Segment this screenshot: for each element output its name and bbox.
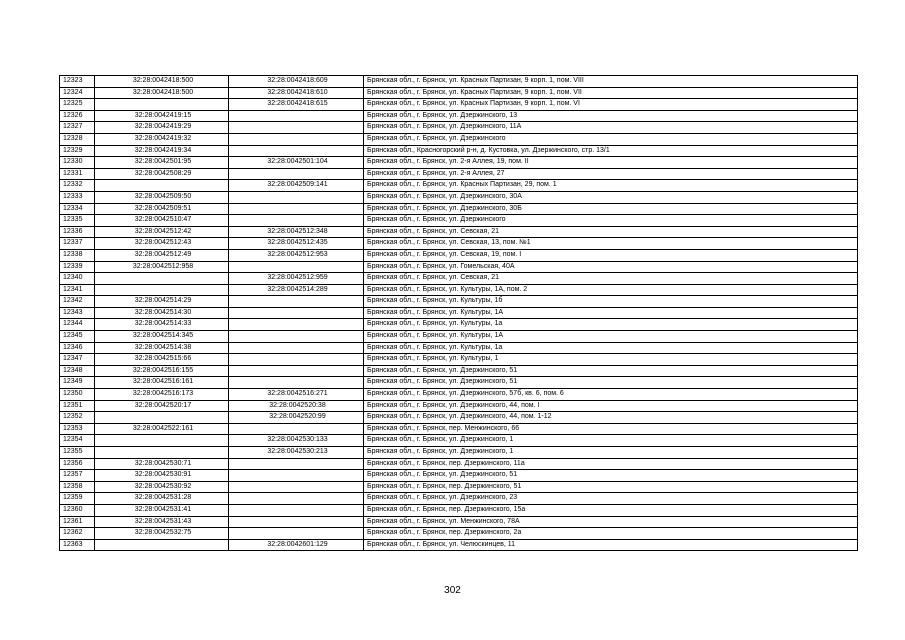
related-cadastral-number-cell: 32:28:0042520:99	[229, 412, 364, 424]
table-row	[60, 528, 858, 540]
cadastral-number-cell: 32:28:0042532:75	[95, 528, 229, 540]
cadastral-number-cell: 32:28:0042530:71	[95, 458, 229, 470]
cadastral-number-cell: 32:28:0042512:43	[95, 238, 229, 250]
related-cadastral-number-cell	[229, 203, 364, 215]
cadastral-number-cell: 32:28:0042520:17	[95, 400, 229, 412]
address-cell: Брянская обл., г. Брянск, ул. Дзержинского	[364, 133, 858, 145]
cadastral-number-cell: 32:28:0042516:173	[95, 389, 229, 401]
table-row	[60, 319, 858, 331]
cadastral-number-cell: 32:28:0042419:34	[95, 145, 229, 157]
address-cell: Брянская обл., г. Брянск, ул. Дзержинского, 23	[364, 493, 858, 505]
row-number-cell: 12341	[60, 284, 95, 296]
row-number-cell: 12323	[60, 76, 95, 88]
related-cadastral-number-cell	[229, 493, 364, 505]
row-number-cell: 12333	[60, 191, 95, 203]
cadastral-number-cell: 32:28:0042515:66	[95, 354, 229, 366]
cadastral-number-cell	[95, 180, 229, 192]
cadastral-number-cell: 32:28:0042530:92	[95, 481, 229, 493]
row-number-cell: 12324	[60, 87, 95, 99]
row-number-cell: 12353	[60, 423, 95, 435]
page-number: 302	[444, 585, 461, 596]
row-number-cell: 12334	[60, 203, 95, 215]
table-row	[60, 470, 858, 482]
cadastral-number-cell: 32:28:0042512:42	[95, 226, 229, 238]
address-cell: Брянская обл., г. Брянск, ул. Культуры, 1а	[364, 342, 858, 354]
related-cadastral-number-cell	[229, 516, 364, 528]
related-cadastral-number-cell	[229, 215, 364, 227]
related-cadastral-number-cell	[229, 331, 364, 343]
related-cadastral-number-cell	[229, 423, 364, 435]
address-cell: Брянская обл., г. Брянск, ул. Красных Партизан, 9 корп. 1, пом. VI	[364, 99, 858, 111]
related-cadastral-number-cell	[229, 133, 364, 145]
row-number-cell: 12339	[60, 261, 95, 273]
row-number-cell: 12351	[60, 400, 95, 412]
related-cadastral-number-cell	[229, 145, 364, 157]
address-cell: Брянская обл., г. Брянск, ул. Культуры, 1А	[364, 307, 858, 319]
address-cell: Брянская обл., г. Брянск, ул. Гомельская, 40А	[364, 261, 858, 273]
address-cell: Брянская обл., г. Брянск, ул. Севская, 21	[364, 273, 858, 285]
registry-table	[59, 75, 858, 551]
related-cadastral-number-cell: 32:28:0042512:953	[229, 249, 364, 261]
table-row	[60, 87, 858, 99]
address-cell: Брянская обл., г. Брянск, ул. Культуры, 1А, пом. 2	[364, 284, 858, 296]
address-cell: Брянская обл., г. Брянск, ул. Дзержинского, 13	[364, 110, 858, 122]
table-row	[60, 180, 858, 192]
cadastral-number-cell: 32:28:0042531:43	[95, 516, 229, 528]
table-row	[60, 226, 858, 238]
related-cadastral-number-cell	[229, 504, 364, 516]
row-number-cell: 12348	[60, 365, 95, 377]
table-row	[60, 145, 858, 157]
table-row	[60, 389, 858, 401]
row-number-cell: 12347	[60, 354, 95, 366]
table-row	[60, 377, 858, 389]
related-cadastral-number-cell	[229, 458, 364, 470]
table-row	[60, 296, 858, 308]
related-cadastral-number-cell: 32:28:0042512:435	[229, 238, 364, 250]
cadastral-number-cell: 32:28:0042531:41	[95, 504, 229, 516]
address-cell: Брянская обл., г. Брянск, ул. Севская, 21	[364, 226, 858, 238]
cadastral-number-cell	[95, 539, 229, 551]
address-cell: Брянская обл., г. Брянск, ул. Дзержинского, 51	[364, 365, 858, 377]
address-cell: Брянская обл., г. Брянск, ул. Дзержинского, 51	[364, 377, 858, 389]
table-row	[60, 481, 858, 493]
address-cell: Брянская обл., г. Брянск, ул. Дзержинского, 44, пом. I	[364, 400, 858, 412]
related-cadastral-number-cell	[229, 110, 364, 122]
cadastral-number-cell: 32:28:0042508:29	[95, 168, 229, 180]
address-cell: Брянская обл., г. Брянск, ул. Севская, 19, пом. I	[364, 249, 858, 261]
table-row	[60, 122, 858, 134]
table-row	[60, 273, 858, 285]
row-number-cell: 12340	[60, 273, 95, 285]
related-cadastral-number-cell	[229, 481, 364, 493]
cadastral-number-cell: 32:28:0042530:91	[95, 470, 229, 482]
row-number-cell: 12327	[60, 122, 95, 134]
address-cell: Брянская обл., г. Брянск, ул. Культуры, 1а	[364, 319, 858, 331]
table-row	[60, 168, 858, 180]
related-cadastral-number-cell	[229, 342, 364, 354]
row-number-cell: 12335	[60, 215, 95, 227]
row-number-cell: 12349	[60, 377, 95, 389]
table-row	[60, 539, 858, 551]
registry-table-body	[60, 76, 858, 551]
row-number-cell: 12357	[60, 470, 95, 482]
related-cadastral-number-cell	[229, 470, 364, 482]
row-number-cell: 12355	[60, 447, 95, 459]
row-number-cell: 12350	[60, 389, 95, 401]
table-row	[60, 493, 858, 505]
cadastral-number-cell: 32:28:0042516:161	[95, 377, 229, 389]
table-row	[60, 99, 858, 111]
related-cadastral-number-cell: 32:28:0042509:141	[229, 180, 364, 192]
address-cell: Брянская обл., г. Брянск, ул. Культуры, 1	[364, 354, 858, 366]
table-row	[60, 133, 858, 145]
related-cadastral-number-cell	[229, 168, 364, 180]
address-cell: Брянская обл., г. Брянск, ул. Челюскинцев, 11	[364, 539, 858, 551]
row-number-cell: 12362	[60, 528, 95, 540]
address-cell: Брянская обл., г. Брянск, ул. Менжинского, 78А	[364, 516, 858, 528]
address-cell: Брянская обл., г. Брянск, ул. Дзержинского, 30Б	[364, 203, 858, 215]
address-cell: Брянская обл., г. Брянск, ул. Дзержинского	[364, 215, 858, 227]
cadastral-number-cell: 32:28:0042512:958	[95, 261, 229, 273]
table-row	[60, 157, 858, 169]
cadastral-number-cell: 32:28:0042419:29	[95, 122, 229, 134]
related-cadastral-number-cell: 32:28:0042418:610	[229, 87, 364, 99]
related-cadastral-number-cell	[229, 528, 364, 540]
table-row	[60, 331, 858, 343]
address-cell: Брянская обл., г. Брянск, ул. Дзержинского, 30А	[364, 191, 858, 203]
table-row	[60, 203, 858, 215]
related-cadastral-number-cell	[229, 307, 364, 319]
table-row	[60, 447, 858, 459]
related-cadastral-number-cell	[229, 377, 364, 389]
cadastral-number-cell	[95, 435, 229, 447]
address-cell: Брянская обл., Красногорский р-н, д. Кустовка, ул. Дзержинского, стр. 13/1	[364, 145, 858, 157]
related-cadastral-number-cell: 32:28:0042418:609	[229, 76, 364, 88]
row-number-cell: 12361	[60, 516, 95, 528]
address-cell: Брянская обл., г. Брянск, ул. Культуры, 1б	[364, 296, 858, 308]
cadastral-number-cell: 32:28:0042514:33	[95, 319, 229, 331]
related-cadastral-number-cell: 32:28:0042514:289	[229, 284, 364, 296]
table-row	[60, 458, 858, 470]
cadastral-number-cell: 32:28:0042419:15	[95, 110, 229, 122]
address-cell: Брянская обл., г. Брянск, ул. Севская, 13, пом. №1	[364, 238, 858, 250]
cadastral-number-cell: 32:28:0042509:51	[95, 203, 229, 215]
row-number-cell: 12329	[60, 145, 95, 157]
cadastral-number-cell: 32:28:0042531:28	[95, 493, 229, 505]
cadastral-number-cell	[95, 284, 229, 296]
row-number-cell: 12336	[60, 226, 95, 238]
related-cadastral-number-cell	[229, 354, 364, 366]
address-cell: Брянская обл., г. Брянск, ул. Дзержинского, 1	[364, 447, 858, 459]
table-row	[60, 110, 858, 122]
address-cell: Брянская обл., г. Брянск, пер. Менжинского, 66	[364, 423, 858, 435]
row-number-cell: 12352	[60, 412, 95, 424]
row-number-cell: 12332	[60, 180, 95, 192]
cadastral-number-cell: 32:28:0042501:95	[95, 157, 229, 169]
table-row	[60, 435, 858, 447]
address-cell: Брянская обл., г. Брянск, пер. Дзержинского, 2а	[364, 528, 858, 540]
related-cadastral-number-cell	[229, 191, 364, 203]
address-cell: Брянская обл., г. Брянск, ул. Дзержинского, 11А	[364, 122, 858, 134]
row-number-cell: 12331	[60, 168, 95, 180]
row-number-cell: 12346	[60, 342, 95, 354]
related-cadastral-number-cell: 32:28:0042512:959	[229, 273, 364, 285]
row-number-cell: 12342	[60, 296, 95, 308]
row-number-cell: 12343	[60, 307, 95, 319]
table-row	[60, 238, 858, 250]
row-number-cell: 12326	[60, 110, 95, 122]
cadastral-number-cell: 32:28:0042418:500	[95, 76, 229, 88]
related-cadastral-number-cell: 32:28:0042501:104	[229, 157, 364, 169]
cadastral-number-cell: 32:28:0042419:32	[95, 133, 229, 145]
table-row	[60, 342, 858, 354]
cadastral-number-cell: 32:28:0042418:500	[95, 87, 229, 99]
address-cell: Брянская обл., г. Брянск, ул. Красных Партизан, 9 корп. 1, пом. VIII	[364, 76, 858, 88]
cadastral-number-cell: 32:28:0042514:29	[95, 296, 229, 308]
row-number-cell: 12358	[60, 481, 95, 493]
cadastral-number-cell: 32:28:0042516:155	[95, 365, 229, 377]
row-number-cell: 12344	[60, 319, 95, 331]
table-row	[60, 412, 858, 424]
row-number-cell: 12345	[60, 331, 95, 343]
table-row	[60, 284, 858, 296]
row-number-cell: 12337	[60, 238, 95, 250]
related-cadastral-number-cell: 32:28:0042520:38	[229, 400, 364, 412]
table-row	[60, 215, 858, 227]
related-cadastral-number-cell	[229, 296, 364, 308]
table-row	[60, 516, 858, 528]
related-cadastral-number-cell	[229, 261, 364, 273]
table-row	[60, 354, 858, 366]
related-cadastral-number-cell: 32:28:0042516:271	[229, 389, 364, 401]
table-row	[60, 504, 858, 516]
address-cell: Брянская обл., г. Брянск, ул. Культуры, 1А	[364, 331, 858, 343]
row-number-cell: 12363	[60, 539, 95, 551]
table-row	[60, 423, 858, 435]
row-number-cell: 12325	[60, 99, 95, 111]
related-cadastral-number-cell	[229, 319, 364, 331]
address-cell: Брянская обл., г. Брянск, ул. Дзержинского, 57б, кв. 6, пом. 6	[364, 389, 858, 401]
related-cadastral-number-cell: 32:28:0042418:615	[229, 99, 364, 111]
cadastral-number-cell	[95, 273, 229, 285]
cadastral-number-cell: 32:28:0042514:30	[95, 307, 229, 319]
row-number-cell: 12328	[60, 133, 95, 145]
table-row	[60, 307, 858, 319]
row-number-cell: 12354	[60, 435, 95, 447]
row-number-cell: 12359	[60, 493, 95, 505]
cadastral-number-cell: 32:28:0042509:50	[95, 191, 229, 203]
related-cadastral-number-cell: 32:28:0042512:348	[229, 226, 364, 238]
address-cell: Брянская обл., г. Брянск, пер. Дзержинского, 15а	[364, 504, 858, 516]
table-row	[60, 400, 858, 412]
row-number-cell: 12360	[60, 504, 95, 516]
row-number-cell: 12330	[60, 157, 95, 169]
cadastral-number-cell	[95, 412, 229, 424]
address-cell: Брянская обл., г. Брянск, пер. Дзержинского, 11а	[364, 458, 858, 470]
related-cadastral-number-cell: 32:28:0042601:129	[229, 539, 364, 551]
table-row	[60, 365, 858, 377]
table-row	[60, 76, 858, 88]
cadastral-number-cell	[95, 99, 229, 111]
cadastral-number-cell: 32:28:0042514:38	[95, 342, 229, 354]
related-cadastral-number-cell: 32:28:0042530:133	[229, 435, 364, 447]
cadastral-number-cell: 32:28:0042522:161	[95, 423, 229, 435]
address-cell: Брянская обл., г. Брянск, ул. Красных Партизан, 29, пом. 1	[364, 180, 858, 192]
row-number-cell: 12356	[60, 458, 95, 470]
row-number-cell: 12338	[60, 249, 95, 261]
related-cadastral-number-cell	[229, 365, 364, 377]
table-row	[60, 249, 858, 261]
table-row	[60, 191, 858, 203]
address-cell: Брянская обл., г. Брянск, ул. Дзержинского, 44, пом. 1-12	[364, 412, 858, 424]
address-cell: Брянская обл., г. Брянск, ул. 2-я Аллея, 19, пом. II	[364, 157, 858, 169]
related-cadastral-number-cell: 32:28:0042530:213	[229, 447, 364, 459]
address-cell: Брянская обл., г. Брянск, ул. Дзержинского, 1	[364, 435, 858, 447]
address-cell: Брянская обл., г. Брянск, ул. 2-я Аллея, 27	[364, 168, 858, 180]
address-cell: Брянская обл., г. Брянск, пер. Дзержинского, 51	[364, 481, 858, 493]
cadastral-number-cell: 32:28:0042510:47	[95, 215, 229, 227]
table-row	[60, 261, 858, 273]
cadastral-number-cell	[95, 447, 229, 459]
address-cell: Брянская обл., г. Брянск, ул. Дзержинского, 51	[364, 470, 858, 482]
cadastral-number-cell: 32:28:0042512:49	[95, 249, 229, 261]
cadastral-number-cell: 32:28:0042514:345	[95, 331, 229, 343]
related-cadastral-number-cell	[229, 122, 364, 134]
address-cell: Брянская обл., г. Брянск, ул. Красных Партизан, 9 корп. 1, пом. VII	[364, 87, 858, 99]
